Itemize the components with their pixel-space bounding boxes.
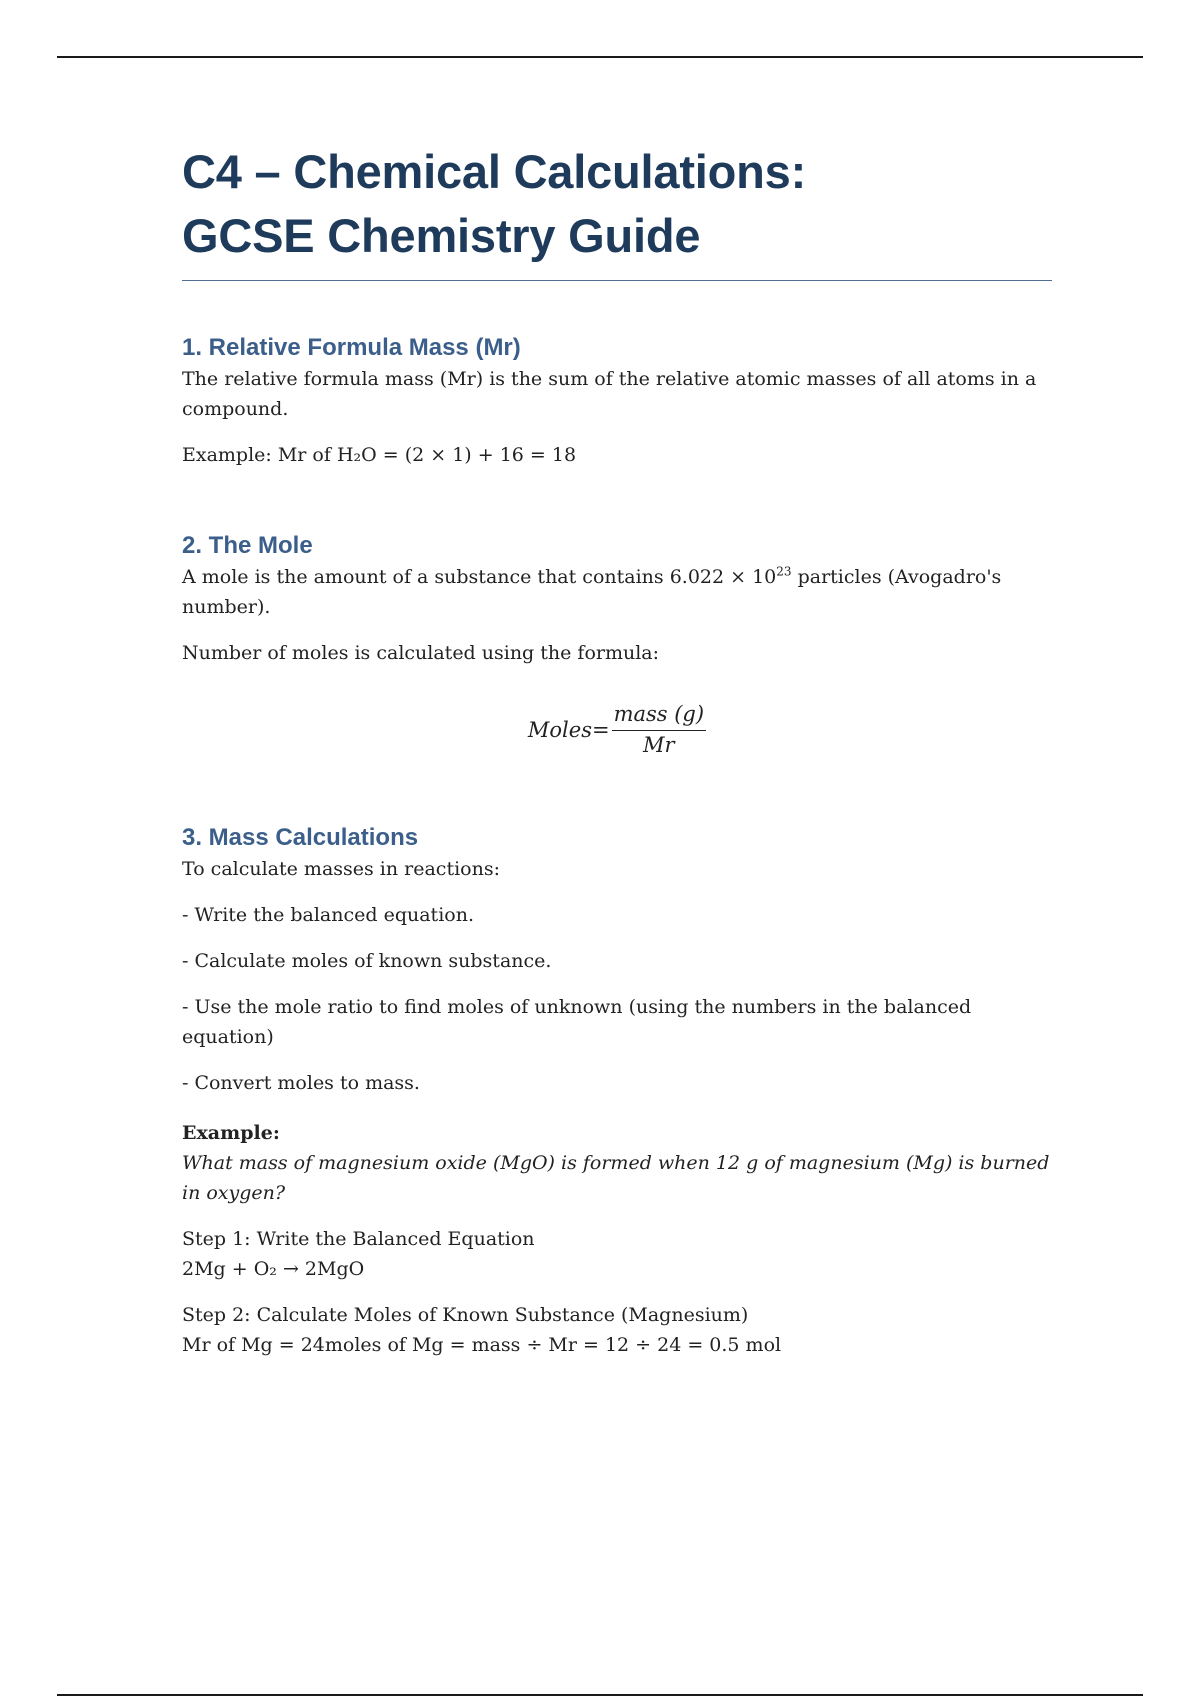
section-relative-formula-mass [182, 332, 1052, 470]
exponent: 23 [776, 564, 792, 579]
formula-intro: Number of moles is calculated using the formula: [182, 642, 660, 664]
title-line-2: GCSE Chemistry Guide [182, 209, 701, 262]
section-heading: 3. Mass Calculations [182, 824, 419, 851]
formula-denominator: Mr [643, 733, 675, 757]
list-item: - Convert moles to mass. [182, 1072, 420, 1094]
avogadro-text-end: particles (Avogadro's number). [182, 566, 1002, 618]
example-label: Example: [182, 1122, 280, 1144]
section-heading: 1. Relative Formula Mass (Mr) [182, 334, 521, 361]
example-line: Example: Mr of H₂O = (2 × 1) + 16 = 18 [182, 444, 577, 466]
formula-numerator: mass (g) [612, 700, 707, 731]
paragraph [182, 562, 1052, 622]
document-title [182, 140, 1052, 281]
paragraph: To calculate masses in reactions: [182, 858, 500, 880]
section-the-mole [182, 530, 1052, 668]
step2-calculation: Mr of Mg = 24moles of Mg = mass ÷ Mr = 12 ÷ 24 = 0.5 mol [182, 1334, 782, 1356]
step2-title: Step 2: Calculate Moles of Known Substance (Magnesium) [182, 1304, 749, 1326]
list-item: - Calculate moles of known substance. [182, 950, 552, 972]
list-item: - Write the balanced equation. [182, 904, 474, 926]
bottom-rule [57, 1694, 1143, 1696]
step1-equation: 2Mg + O₂ → 2MgO [182, 1258, 365, 1280]
step1-title: Step 1: Write the Balanced Equation [182, 1228, 535, 1250]
paragraph: The relative formula mass (Mr) is the sum of the relative atomic masses of all atoms in a compound. [182, 368, 1037, 420]
top-rule [57, 56, 1143, 58]
avogadro-text: A mole is the amount of a substance that contains 6.022 × 10 [182, 566, 777, 588]
formula-lhs: Moles= [527, 717, 610, 742]
moles-formula [182, 700, 1052, 759]
section-heading: 2. The Mole [182, 532, 313, 559]
example-question: What mass of magnesium oxide (MgO) is formed when 12 g of magnesium (Mg) is burned in oxygen? [182, 1152, 1050, 1204]
section-mass-calculations [182, 822, 1052, 1360]
formula-fraction [612, 700, 707, 759]
list-item: - Use the mole ratio to find moles of unknown (using the numbers in the balanced equation) [182, 996, 972, 1048]
title-line-1: C4 – Chemical Calculations: [182, 145, 807, 198]
